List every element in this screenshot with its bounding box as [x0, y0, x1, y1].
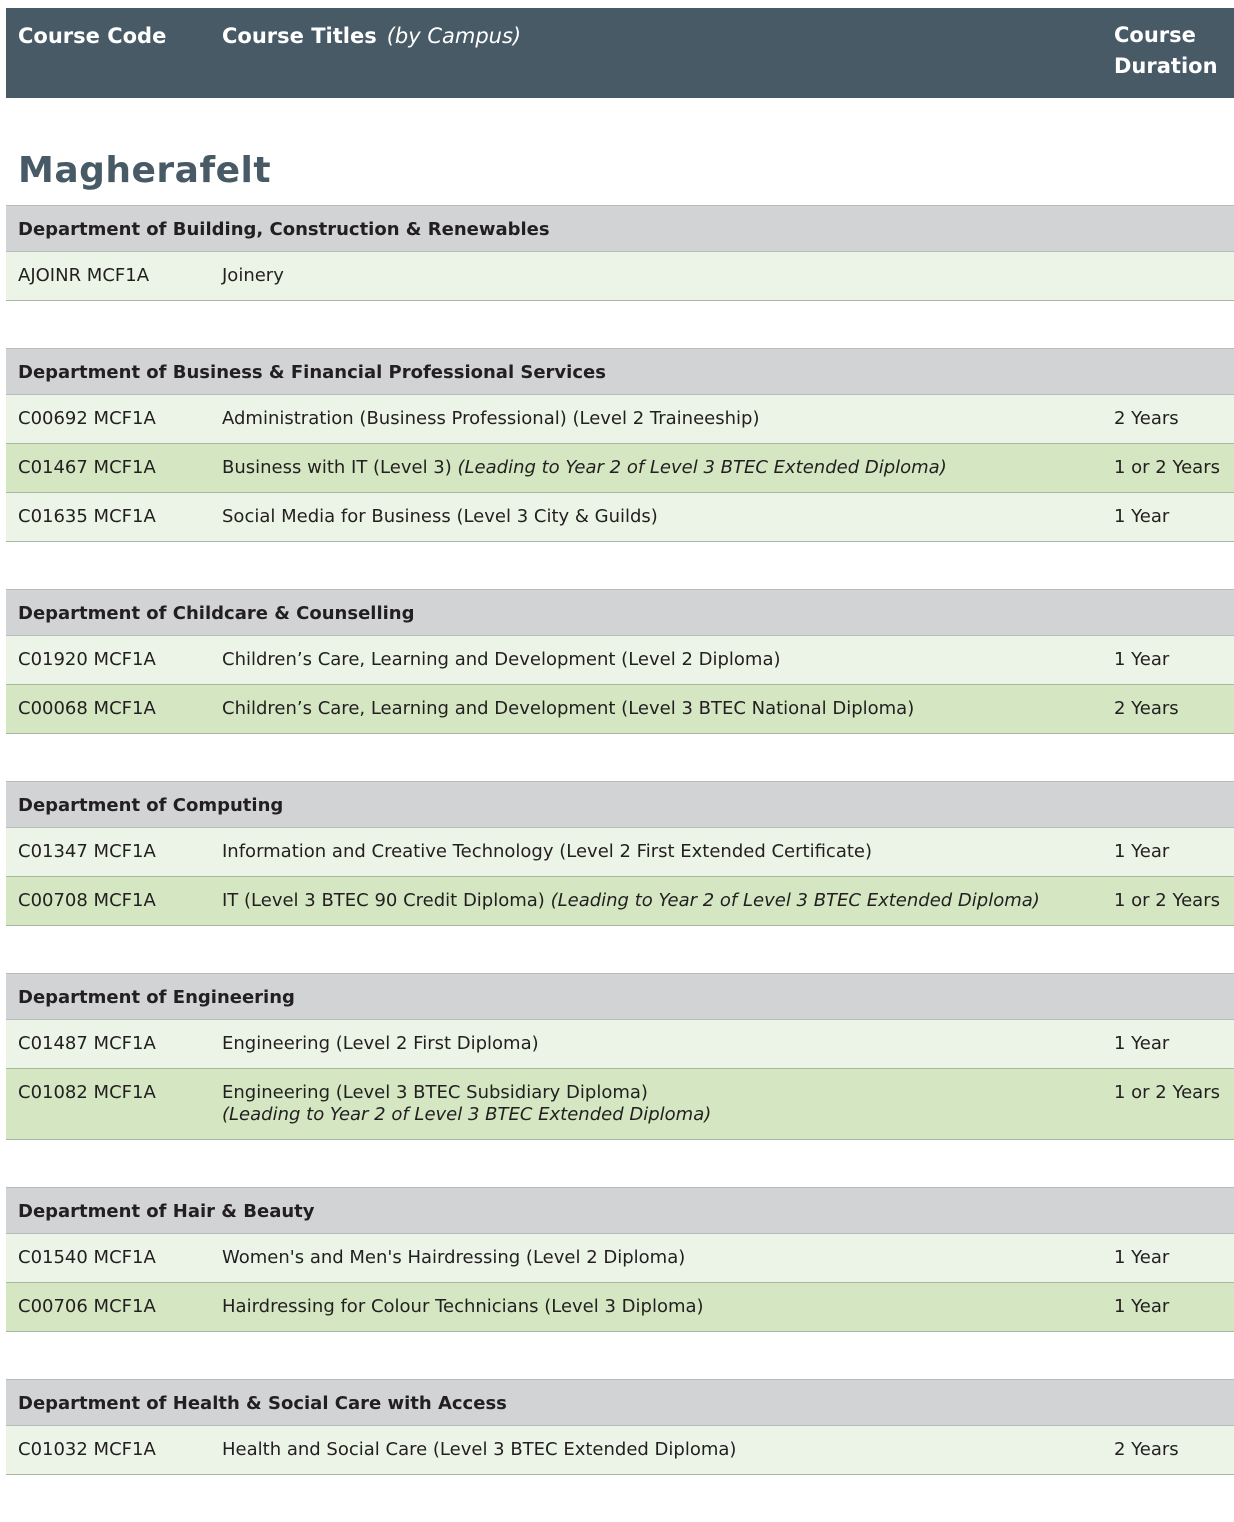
department-heading: Department of Hair & Beauty: [6, 1187, 1234, 1234]
course-title-text: Health and Social Care (Level 3 BTEC Extended Diploma): [222, 1439, 737, 1460]
department-section: [6, 781, 1234, 926]
course-duration: 1 Year: [1114, 649, 1170, 670]
course-duration: 1 or 2 Years: [1114, 457, 1220, 478]
course-title: [222, 493, 1092, 541]
course-title-text: IT (Level 3 BTEC 90 Credit Diploma): [222, 890, 545, 911]
header-course-code: Course Code: [18, 24, 167, 48]
course-code: C01920 MCF1A: [18, 649, 156, 670]
course-row: [6, 444, 1234, 493]
course-row: [6, 395, 1234, 444]
course-code: C01082 MCF1A: [18, 1082, 156, 1103]
department-heading: Department of Health & Social Care with Access: [6, 1379, 1234, 1426]
course-title: [222, 252, 1092, 300]
course-title-text: Business with IT (Level 3): [222, 457, 452, 478]
department-section: [6, 973, 1234, 1140]
header-titles-sub: (by Campus): [386, 24, 522, 48]
department-heading: Department of Engineering: [6, 973, 1234, 1020]
course-code: C01635 MCF1A: [18, 506, 156, 527]
course-note: (Leading to Year 2 of Level 3 BTEC Extended Diploma): [451, 457, 947, 478]
course-title: [222, 877, 1092, 925]
course-row: [6, 1426, 1234, 1475]
table-header: [6, 8, 1234, 98]
course-code: C00692 MCF1A: [18, 408, 156, 429]
course-note: (Leading to Year 2 of Level 3 BTEC Extended Diploma): [222, 1104, 712, 1125]
course-code: AJOINR MCF1A: [18, 265, 150, 286]
department-heading: Department of Business & Financial Professional Services: [6, 348, 1234, 395]
course-duration: 1 Year: [1114, 1296, 1170, 1317]
course-row: [6, 1234, 1234, 1283]
header-course-titles: [222, 24, 521, 48]
department-section: [6, 1379, 1234, 1475]
course-duration: 1 Year: [1114, 1247, 1170, 1268]
course-code: C00068 MCF1A: [18, 698, 156, 719]
course-title-text: Administration (Business Professional) (Level 2 Traineeship): [222, 408, 760, 429]
course-row: [6, 1020, 1234, 1069]
course-title: [222, 636, 1092, 684]
department-section: [6, 348, 1234, 542]
departments-list: [6, 205, 1234, 1522]
course-row: [6, 493, 1234, 542]
course-code: C01467 MCF1A: [18, 457, 156, 478]
course-title-text: Children’s Care, Learning and Development (Level 3 BTEC National Diploma): [222, 698, 915, 719]
header-course-duration: [1114, 20, 1218, 82]
course-code: C01540 MCF1A: [18, 1247, 156, 1268]
course-code: C01032 MCF1A: [18, 1439, 156, 1460]
course-row: [6, 877, 1234, 926]
course-title: [222, 1426, 1092, 1474]
course-duration: 1 Year: [1114, 841, 1170, 862]
course-title-text: Children’s Care, Learning and Development (Level 2 Diploma): [222, 649, 781, 670]
course-row: [6, 1283, 1234, 1332]
department-section: [6, 205, 1234, 301]
course-row: [6, 252, 1234, 301]
course-row: [6, 685, 1234, 734]
header-titles-label: Course Titles: [222, 24, 377, 48]
course-title-text: Hairdressing for Colour Technicians (Level 3 Diploma): [222, 1296, 704, 1317]
department-section: [6, 1187, 1234, 1332]
course-title: [222, 828, 1092, 876]
header-duration-line2: Duration: [1114, 54, 1218, 78]
department-heading: Department of Computing: [6, 781, 1234, 828]
course-title: [222, 1020, 1092, 1068]
course-duration: 1 Year: [1114, 506, 1170, 527]
header-duration-line1: Course: [1114, 23, 1196, 47]
course-duration: 1 Year: [1114, 1033, 1170, 1054]
course-duration: 2 Years: [1114, 408, 1179, 429]
course-code: C01487 MCF1A: [18, 1033, 156, 1054]
course-title-text: Information and Creative Technology (Level 2 First Extended Certificate): [222, 841, 873, 862]
department-heading: Department of Building, Construction & Renewables: [6, 205, 1234, 252]
course-title: [222, 395, 1092, 443]
department-heading: Department of Childcare & Counselling: [6, 589, 1234, 636]
course-title-text: Joinery: [222, 265, 284, 286]
course-title: [222, 1069, 1092, 1139]
course-row: [6, 1069, 1234, 1140]
course-title: [222, 685, 1092, 733]
course-title: [222, 1283, 1092, 1331]
campus-title: Magherafelt: [18, 150, 272, 191]
course-title-text: Engineering (Level 3 BTEC Subsidiary Diploma): [222, 1082, 648, 1103]
course-duration: 2 Years: [1114, 1439, 1179, 1460]
course-duration: 1 or 2 Years: [1114, 890, 1220, 911]
course-note: (Leading to Year 2 of Level 3 BTEC Extended Diploma): [544, 890, 1040, 911]
course-title: [222, 1234, 1092, 1282]
course-title: [222, 444, 1092, 492]
course-code: C01347 MCF1A: [18, 841, 156, 862]
course-title-text: Women's and Men's Hairdressing (Level 2 Diploma): [222, 1247, 686, 1268]
course-title-text: Engineering (Level 2 First Diploma): [222, 1033, 539, 1054]
course-title-text: Social Media for Business (Level 3 City & Guilds): [222, 506, 658, 527]
course-code: C00706 MCF1A: [18, 1296, 156, 1317]
course-duration: 1 or 2 Years: [1114, 1082, 1220, 1103]
course-row: [6, 828, 1234, 877]
course-code: C00708 MCF1A: [18, 890, 156, 911]
course-row: [6, 636, 1234, 685]
course-duration: 2 Years: [1114, 698, 1179, 719]
department-section: [6, 589, 1234, 734]
